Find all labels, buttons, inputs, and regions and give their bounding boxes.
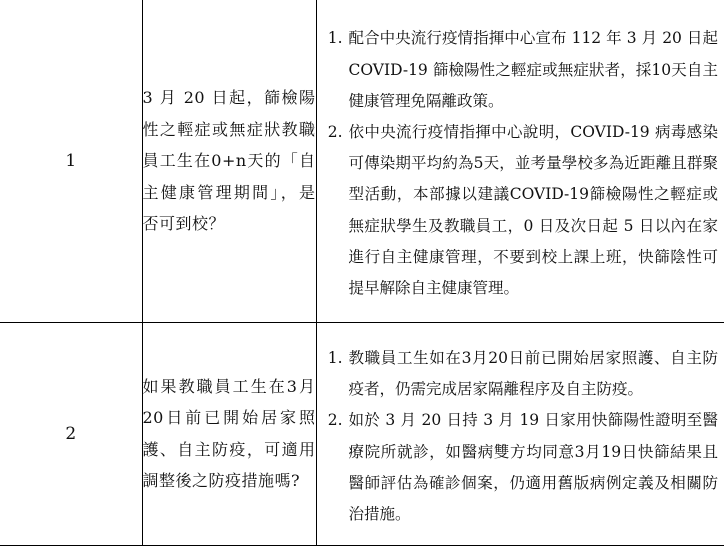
answer-text: 如於 3 月 20 日持 3 月 19 日家用快篩陽性證明至醫療院所就診，如醫病雙方均同意3月19日快篩結果且醫師評估為確診個案，仍適用舊版病例定義及相關防治措施。 (349, 405, 719, 530)
answer-item (317, 405, 719, 530)
answer-cell (316, 322, 724, 545)
question-cell: 如果教職員工生在3月20日前已開始居家照護、自主防疫，可適用調整後之防疫措施嗎? (142, 322, 316, 545)
answer-text: 教職員工生如在3月20日前已開始居家照護、自主防疫者，仍需完成居家隔離程序及自主防疫。 (349, 343, 719, 405)
answer-marker: 1. (317, 23, 349, 117)
answer-item (317, 23, 719, 117)
answer-list (317, 17, 724, 304)
answer-list (317, 337, 724, 530)
answer-marker: 2. (317, 117, 349, 304)
answer-text: 配合中央流行疫情指揮中心宣布 112 年 3 月 20 日起 COVID-19 篩檢陽性之輕症或無症狀者，採10天自主健康管理免隔離政策。 (349, 23, 719, 117)
row-number: 1 (0, 0, 142, 322)
answer-cell (316, 0, 724, 322)
answer-text: 依中央流行疫情指揮中心說明，COVID-19 病毒感染可傳染期平均約為5天，並考量學校多為近距離且群聚型活動，本部據以建議COVID-19篩檢陽性之輕症或無症狀學生及教職員工，0 日及次日起 5 日以內在家進行自主健康管理，不要到校上課上班，快篩陰性可提早解除自主健康管理。 (349, 117, 719, 304)
answer-marker: 2. (317, 405, 349, 530)
answer-item (317, 343, 719, 405)
table-row (0, 322, 724, 545)
answer-item (317, 117, 719, 304)
question-cell: 3 月 20 日起，篩檢陽性之輕症或無症狀教職員工生在0+n天的「自主健康管理期間」，是否可到校？ (142, 0, 316, 322)
answer-marker: 1. (317, 343, 349, 405)
row-number: 2 (0, 322, 142, 545)
